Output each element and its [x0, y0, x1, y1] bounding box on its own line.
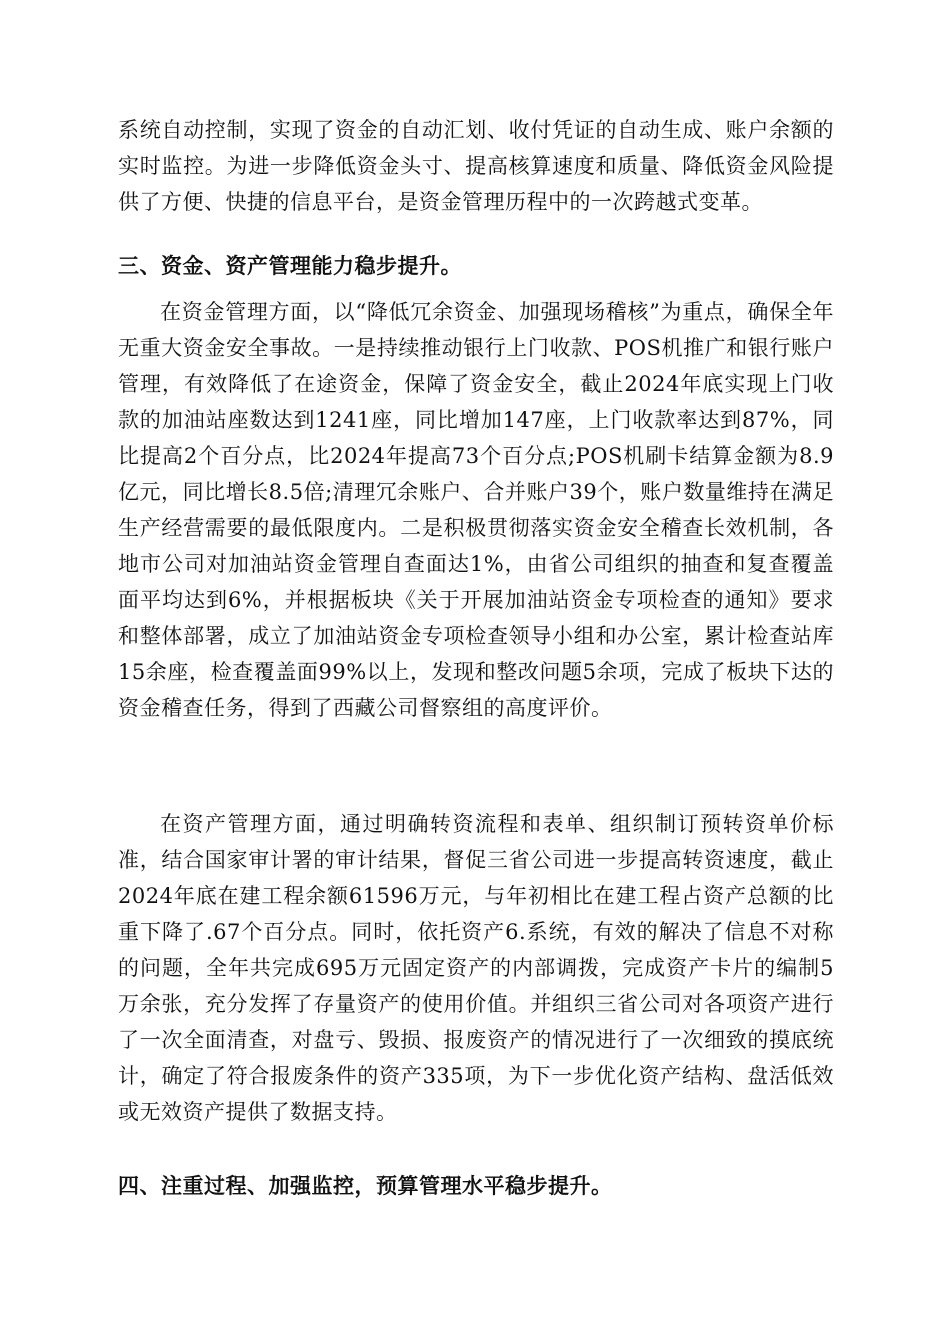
section-heading-three: 三、资金、资产管理能力稳步提升。: [118, 254, 462, 278]
section-heading-four: 四、注重过程、加强监控，预算管理水平稳步提升。: [118, 1174, 613, 1198]
paragraph-fund-management: 在资金管理方面，以“降低冗余资金、加强现场稽核”为重点，确保全年无重大资金安全事故。一是持续推动银行上门收款、POS机推广和银行账户管理，有效降低了在途资金，保障了资金安全，截止2024年底实现上门收款的加油站座数达到1241座，同比增加147座，上门收款率达到87%，同比提高2个百分点，比2024年提高73个百分点;POS机刷卡结算金额为8.9亿元，同比增长8.5倍;清理冗余账户、合并账户39个，账户数量维持在满足生产经营需要的最低限度内。二是积极贯彻落实资金安全稽查长效机制，各地市公司对加油站资金管理自查面达1%，由省公司组织的抽查和复查覆盖面平均达到6%，并根据板块《关于开展加油站资金专项检查的通知》要求和整体部署，成立了加油站资金专项检查领导小组和办公室，累计检查站库15余座，检查覆盖面99%以上，发现和整改问题5余项，完成了板块下达的资金稽查任务，得到了西藏公司督察组的高度评价。: [118, 300, 834, 720]
paragraph-continued: 系统自动控制，实现了资金的自动汇划、收付凭证的自动生成、账户余额的实时监控。为进一步降低资金头寸、提高核算速度和质量、降低资金风险提供了方便、快捷的信息平台，是资金管理历程中的一次跨越式变革。: [118, 118, 834, 214]
paragraph-asset-management: 在资产管理方面，通过明确转资流程和表单、组织制订预转资单价标准，结合国家审计署的审计结果，督促三省公司进一步提高转资速度，截止2024年底在建工程余额61596万元，与年初相比在建工程占资产总额的比重下降了.67个百分点。同时，依托资产6.系统，有效的解决了信息不对称的问题，全年共完成695万元固定资产的内部调拨，完成资产卡片的编制5万余张，充分发挥了存量资产的使用价值。并组织三省公司对各项资产进行了一次全面清查，对盘亏、毁损、报废资产的情况进行了一次细致的摸底统计，确定了符合报废条件的资产335项，为下一步优化资产结构、盘活低效或无效资产提供了数据支持。: [118, 812, 834, 1124]
